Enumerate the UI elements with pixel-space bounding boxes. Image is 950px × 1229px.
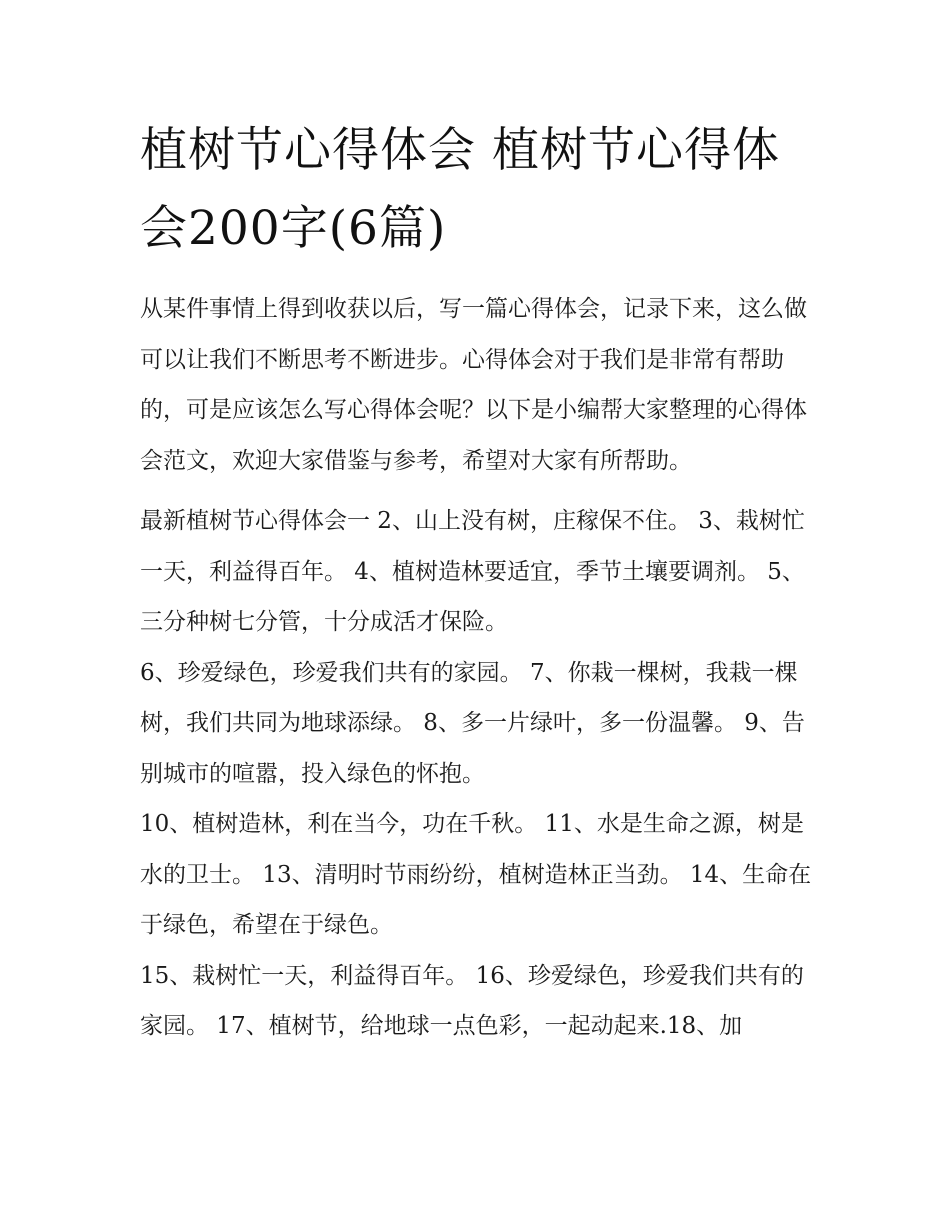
intro-paragraph: 从某件事情上得到收获以后，写一篇心得体会，记录下来，这么做可以让我们不断思考不断进步。心得体会对于我们是非常有帮助的，可是应该怎么写心得体会呢？以下是小编帮大家整理的心得体会范文，欢迎大家借鉴与参考，希望对大家有所帮助。 xyxy=(140,296,807,474)
body-paragraph-3: 10、植树造林，利在当今，功在千秋。 11、水是生命之源，树是水的卫士。 13、清明时节雨纷纷，植树造林正当劲。 14、生命在于绿色，希望在于绿色。 xyxy=(140,811,812,938)
body-paragraph-2: 6、珍爱绿色，珍爱我们共有的家园。 7、你栽一棵树，我栽一棵树，我们共同为地球添绿。 8、多一片绿叶，多一份温馨。 9、告别城市的喧嚣，投入绿色的怀抱。 xyxy=(140,659,805,787)
document-title: 植树节心得体会 植树节心得体会200字(6篇) xyxy=(140,123,780,256)
document-page xyxy=(140,112,812,1052)
body-paragraph-4: 15、栽树忙一天，利益得百年。 16、珍爱绿色，珍爱我们共有的家园。 17、植树节，给地球一点色彩，一起动起来.18、加 xyxy=(140,962,804,1039)
body-paragraph-1: 最新植树节心得体会一 2、山上没有树，庄稼保不住。 3、栽树忙一天，利益得百年。 4、植树造林要适宜，季节土壤要调剂。 5、三分种树七分管，十分成活才保险。 xyxy=(140,508,805,635)
